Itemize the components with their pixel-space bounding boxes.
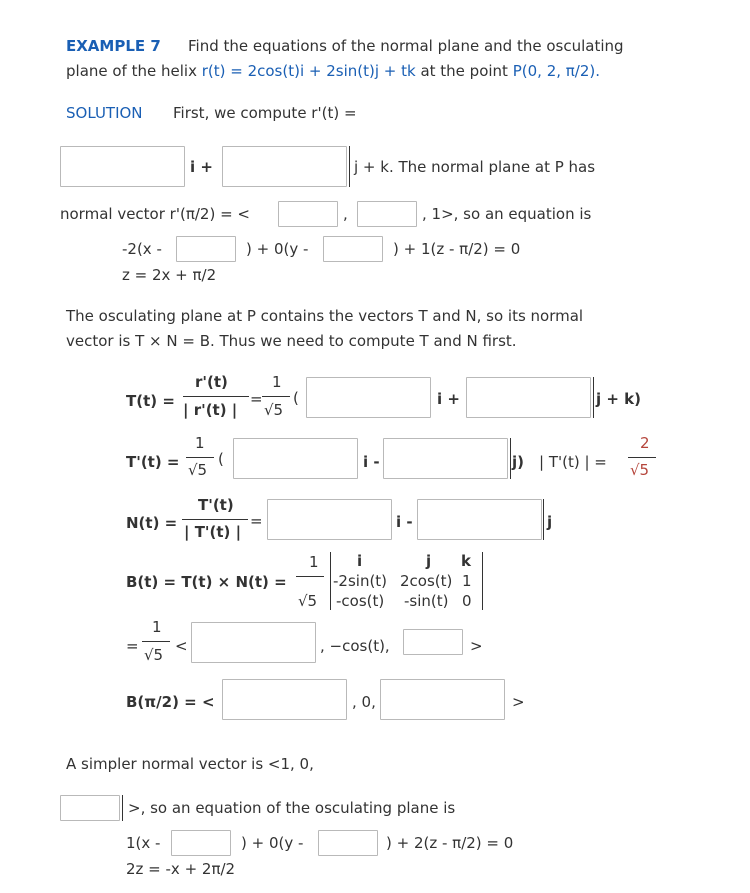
N-lhs: N(t) =	[126, 514, 178, 532]
divider	[349, 146, 350, 187]
determinant-left-bar	[330, 552, 331, 610]
T-numerator: r'(t)	[195, 373, 228, 391]
det-r1-c1: i	[357, 552, 363, 570]
B-half-pi-mid: , 0,	[352, 693, 376, 711]
example-label: EXAMPLE 7	[66, 37, 161, 55]
problem-line-2: plane of the helix r(t) = 2cos(t)i + 2sin(t)j + tk at the point P(0, 2, π/2).	[66, 62, 601, 80]
T-paren: (	[293, 389, 299, 407]
det-r2-c3: 1	[462, 572, 472, 590]
B-half-pi-lhs: B(π/2) = <	[126, 693, 215, 711]
divider	[593, 377, 594, 418]
Tprime-sqrt5: √5	[188, 461, 208, 479]
B2-open: <	[175, 637, 188, 655]
B-half-pi-x-input[interactable]	[222, 679, 347, 720]
B-x-component-input[interactable]	[191, 622, 316, 663]
normal-eq-y-input[interactable]	[323, 236, 383, 262]
T-coef-line	[262, 396, 290, 397]
Tprime-i-minus: i -	[363, 453, 380, 471]
det-r3-c3: 0	[462, 592, 472, 610]
Tprime-norm-two: 2	[640, 434, 650, 452]
normal-comma: ,	[343, 205, 348, 223]
r-prime-i-coef-input[interactable]	[60, 146, 185, 187]
B2-one: 1	[152, 618, 162, 636]
det-r2-c2: 2cos(t)	[400, 572, 453, 590]
N-i-minus: i -	[396, 513, 413, 531]
divider	[510, 438, 511, 479]
N-denominator: | T'(t) |	[184, 523, 242, 541]
Tprime-j-coef-input[interactable]	[383, 438, 508, 479]
T-i-plus: i +	[437, 390, 460, 408]
B2-coef-line	[142, 641, 170, 642]
T-denominator: | r'(t) |	[183, 401, 238, 419]
B-sqrt5: √5	[298, 592, 318, 610]
osc-eq-x-input[interactable]	[171, 830, 231, 856]
Tprime-norm-sqrt5: √5	[630, 461, 650, 479]
N-j: j	[547, 513, 553, 531]
osculating-plane-equation: 2z = -x + 2π/2	[126, 860, 236, 878]
Tprime-tail-group: j)	[512, 453, 524, 471]
osc-eq-mid: ) + 0(y -	[241, 834, 304, 852]
N-numerator: T'(t)	[198, 496, 234, 514]
B-lhs: B(t) = T(t) × N(t) =	[126, 573, 287, 591]
Tprime-i-coef-input[interactable]	[233, 438, 358, 479]
Tprime-norm-line	[628, 457, 656, 458]
T-lhs: T(t) =	[126, 392, 175, 410]
T-tail: j + k)	[596, 390, 641, 408]
Tprime-norm-label: | T'(t) | =	[539, 453, 607, 471]
solution-label: SOLUTION	[66, 104, 143, 122]
T-equals: =	[250, 390, 263, 408]
Tprime-lhs: T'(t) =	[126, 453, 180, 471]
simpler-normal-text: A simpler normal vector is <1, 0,	[66, 755, 314, 773]
normal-vector-prefix: normal vector r'(π/2) = <	[60, 205, 250, 223]
det-r3-c2: -sin(t)	[404, 592, 449, 610]
osc-eq-y-input[interactable]	[318, 830, 378, 856]
normal-plane-equation: z = 2x + π/2	[122, 266, 217, 284]
solution-text: First, we compute r'(t) =	[173, 104, 357, 122]
B2-sqrt5: √5	[144, 646, 164, 664]
normal-eq-mid: ) + 0(y -	[246, 240, 309, 258]
B-half-pi-close: >	[512, 693, 525, 711]
Tprime-paren: (	[218, 450, 224, 468]
B2-close: >	[470, 637, 483, 655]
normal-vector-x-input[interactable]	[278, 201, 338, 227]
osc-eq-start: 1(x -	[126, 834, 161, 852]
helix-equation: r(t) = 2cos(t)i + 2sin(t)j + tk	[201, 62, 416, 80]
osc-eq-end: ) + 2(z - π/2) = 0	[386, 834, 514, 852]
N-equals: =	[250, 512, 263, 530]
r-prime-i-plus: i +	[190, 158, 213, 176]
det-r3-c1: -cos(t)	[336, 592, 385, 610]
Tprime-one: 1	[195, 434, 205, 452]
determinant-right-bar	[482, 552, 483, 610]
B-one: 1	[309, 553, 319, 571]
problem-line-1: Find the equations of the normal plane and the osculating	[188, 37, 624, 55]
normal-vector-y-input[interactable]	[357, 201, 417, 227]
N-j-coef-input[interactable]	[417, 499, 542, 540]
det-r1-c3: k	[461, 552, 471, 570]
normal-vector-suffix: , 1>, so an equation is	[422, 205, 592, 223]
B2-equals: =	[126, 637, 139, 655]
normal-eq-x-input[interactable]	[176, 236, 236, 262]
point-p: P(0, 2, π/2).	[512, 62, 601, 80]
r-prime-tail: j + k. The normal plane at P has	[354, 158, 596, 176]
Tprime-coef-line	[186, 457, 214, 458]
B-z-component-input[interactable]	[403, 629, 463, 655]
T-i-coef-input[interactable]	[306, 377, 431, 418]
T-j-coef-input[interactable]	[466, 377, 591, 418]
N-i-coef-input[interactable]	[267, 499, 392, 540]
osculating-intro-2: vector is T × N = B. Thus we need to compute T and N first.	[66, 332, 517, 350]
det-r2-c1: -2sin(t)	[333, 572, 388, 590]
det-r1-c2: j	[426, 552, 432, 570]
N-fraction-line	[182, 519, 248, 520]
T-fraction-line	[183, 396, 249, 397]
B-coef-line	[296, 576, 324, 577]
T-sqrt5: √5	[264, 401, 284, 419]
osculating-intro-1: The osculating plane at P contains the vectors T and N, so its normal	[66, 307, 584, 325]
B-half-pi-z-input[interactable]	[380, 679, 505, 720]
simpler-normal-tail: >, so an equation of the osculating plane is	[128, 799, 456, 817]
simpler-normal-z-input[interactable]	[60, 795, 120, 821]
normal-eq-start: -2(x -	[122, 240, 162, 258]
r-prime-j-coef-input[interactable]	[222, 146, 347, 187]
T-one: 1	[272, 373, 282, 391]
divider	[543, 499, 544, 540]
B2-mid: , −cos(t),	[320, 637, 390, 655]
normal-eq-end: ) + 1(z - π/2) = 0	[393, 240, 521, 258]
divider	[122, 795, 123, 821]
